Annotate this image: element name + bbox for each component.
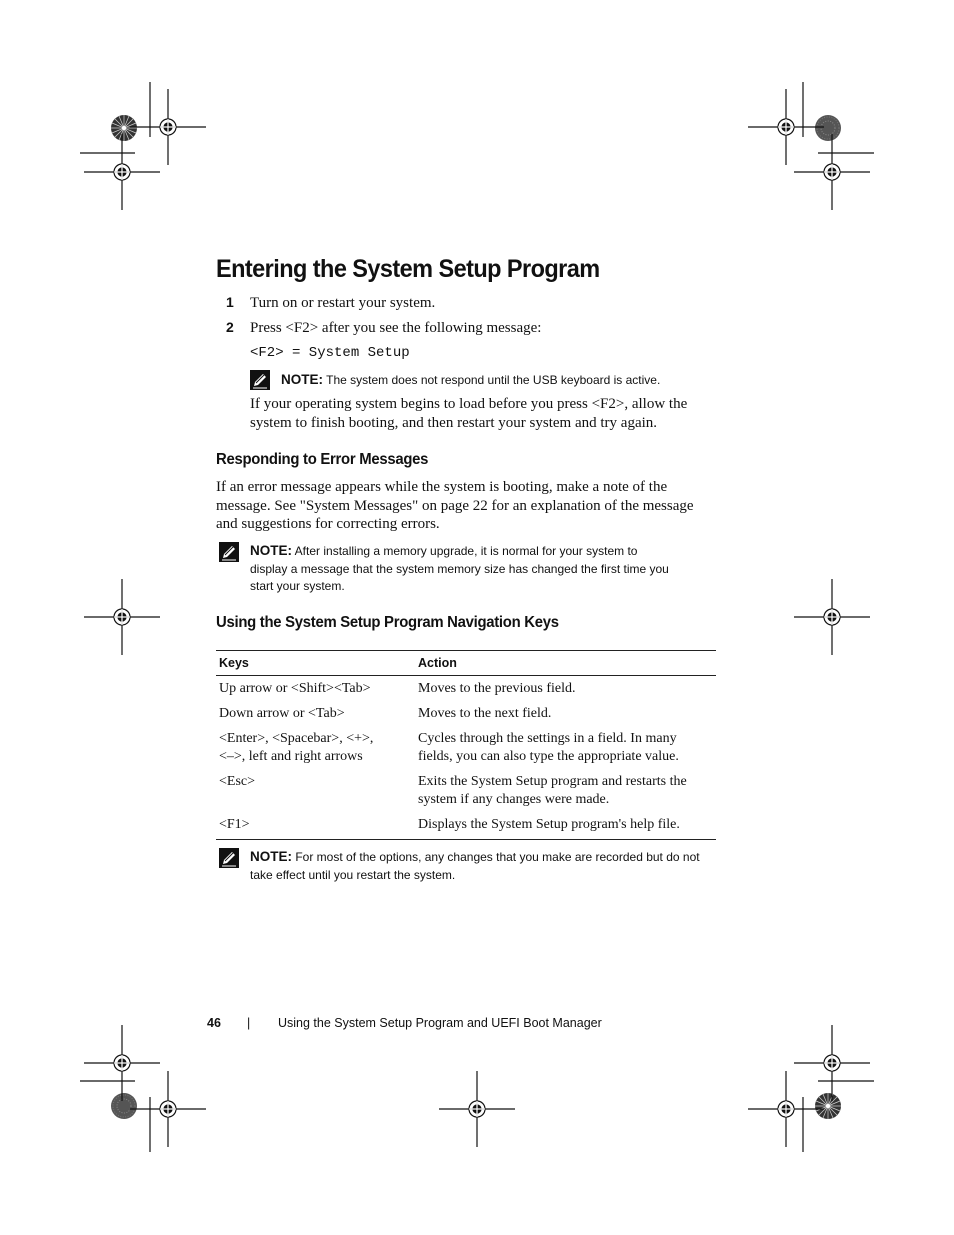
code-message: <F2> = System Setup [250,345,410,361]
table-cell-action [415,728,716,771]
column-header-keys: Keys [216,651,415,676]
page-number: 46 [207,1016,221,1030]
table-cell-keys: <F1> [216,814,415,840]
note-pencil-icon [219,848,239,868]
paragraph-line: and suggestions for correcting errors. [216,516,440,532]
table-cell-keys: <Esc> [219,774,256,789]
cell-line: <–>, left and right arrows [219,749,363,764]
note-text: start your system. [250,579,345,593]
note-pencil-icon [250,370,270,390]
section-heading-navigation-keys: Using the System Setup Program Navigation Keys [216,614,559,631]
paragraph-line: If an error message appears while the system is booting, make a note of the [216,479,668,495]
column-header-action: Action [415,651,716,676]
cell-line: <Enter>, <Spacebar>, <+>, [219,731,374,746]
table-row [216,814,716,840]
paragraph-line: If your operating system begins to load before you press <F2>, allow the [250,396,688,412]
table-row [216,728,716,771]
section-heading-error-messages: Responding to Error Messages [216,451,429,468]
note-label: NOTE: [281,372,323,387]
table-cell-action: Displays the System Setup program's help file. [415,814,716,840]
paragraph-line: system to finish booting, and then restart your system and try again. [250,415,658,431]
note-text: The system does not respond until the USB keyboard is active. [326,373,661,387]
cell-line: Cycles through the settings in a field. In many [418,731,677,746]
table-cell-action [415,771,716,814]
footer-chapter-title: Using the System Setup Program and UEFI Boot Manager [278,1016,602,1030]
table-cell-action: Moves to the next field. [418,706,552,721]
table-header-row [216,651,716,676]
table-row [216,703,716,728]
note-1 [281,371,660,390]
note-2 [250,542,669,596]
table-row [216,771,716,814]
page-title: Entering the System Setup Program [216,255,600,283]
cell-line: system if any changes were made. [418,792,610,807]
navigation-keys-table [216,650,716,840]
note-text: After installing a memory upgrade, it is normal for your system to [294,544,638,558]
table-cell-keys: Down arrow or <Tab> [219,706,345,721]
step-text-2: Press <F2> after you see the following message: [250,320,542,336]
table-cell-action: Moves to the previous field. [418,681,576,696]
note-3 [250,848,700,884]
step-text-1: Turn on or restart your system. [250,295,436,311]
note-label: NOTE: [250,849,292,864]
note-pencil-icon [219,542,239,562]
note-text: display a message that the system memory size has changed the first time you [250,561,669,576]
table-cell-keys [216,728,415,771]
table-cell-keys: Up arrow or <Shift><Tab> [219,681,371,696]
note-text: take effect until you restart the system. [250,867,456,882]
footer-separator: | [247,1016,251,1030]
table-row [216,676,716,704]
step-number-1: 1 [226,294,234,310]
cell-line: fields, you can also type the appropriate value. [418,749,679,764]
paragraph-line: message. See "System Messages" on page 22 for an explanation of the message [216,498,694,514]
note-label: NOTE: [250,543,292,558]
step-number-2: 2 [226,319,234,335]
cell-line: Exits the System Setup program and restarts the [418,774,687,789]
note-text: For most of the options, any changes that you make are recorded but do not [295,850,700,864]
